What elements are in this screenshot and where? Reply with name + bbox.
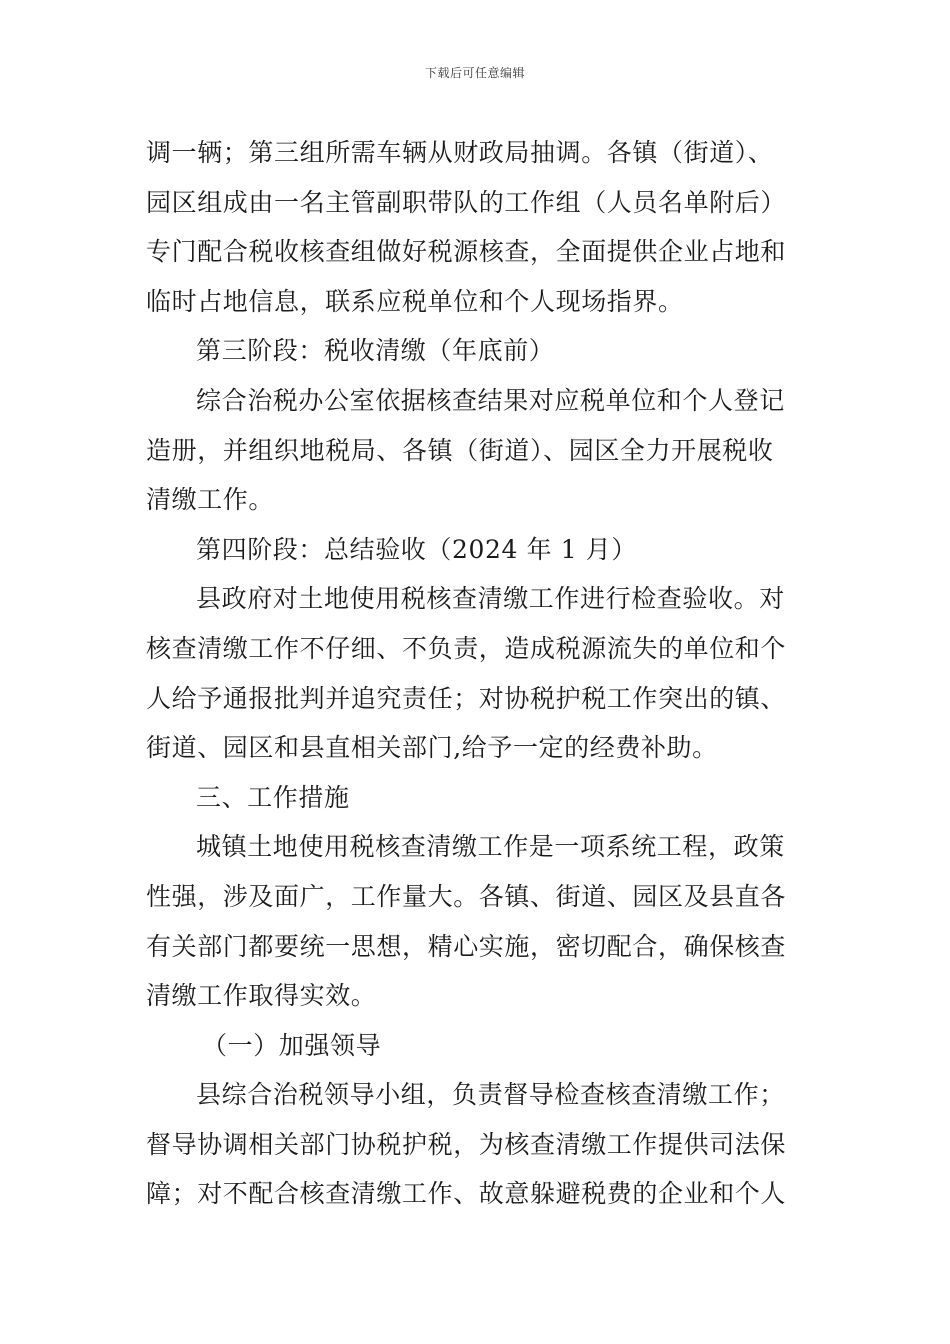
text-line: 专门配合税收核查组做好税源核查，全面提供企业占地和 xyxy=(146,237,787,267)
text-line: 督导协调相关部门协税护税，为核查清缴工作提供司法保 xyxy=(146,1129,787,1159)
text-line: 街道、园区和县直相关部门,给予一定的经费补助。 xyxy=(146,733,718,763)
text-line: 园区组成由一名主管副职带队的工作组（人员名单附后） xyxy=(146,187,787,217)
section-heading-stage-four: 第四阶段：总结验收（2024 年 1 月） xyxy=(196,534,637,564)
text-line: 核查清缴工作不仔细、不负责，造成税源流失的单位和个 xyxy=(146,633,787,663)
header-note: 下载后可任意编辑 xyxy=(424,66,525,80)
text-line: 临时占地信息，联系应税单位和个人现场指界。 xyxy=(146,286,684,316)
text-line: 城镇土地使用税核查清缴工作是一项系统工程，政策 xyxy=(196,832,785,862)
text-line: 有关部门都要统一思想，精心实施，密切配合，确保核查 xyxy=(146,931,787,961)
section-heading-stage-three: 第三阶段：税收清缴（年底前） xyxy=(196,336,555,366)
text-line: 清缴工作取得实效。 xyxy=(146,981,377,1011)
text-line: 综合治税办公室依据核查结果对应税单位和个人登记 xyxy=(196,385,785,415)
text-line: 清缴工作。 xyxy=(146,485,275,515)
text-line: 县综合治税领导小组，负责督导检查核查清缴工作； xyxy=(196,1080,785,1110)
section-heading-measures: 三、工作措施 xyxy=(196,782,350,812)
text-line: 障；对不配合核查清缴工作、故意躲避税费的企业和个人 xyxy=(146,1179,787,1209)
text-line: 县政府对土地使用税核查清缴工作进行检查验收。对 xyxy=(196,584,785,614)
subsection-heading-leadership: （一）加强领导 xyxy=(202,1030,382,1060)
text-line: 人给予通报批判并追究责任；对协税护税工作突出的镇、 xyxy=(146,683,787,713)
text-line: 调一辆；第三组所需车辆从财政局抽调。各镇（街道）、 xyxy=(146,138,774,167)
body-text xyxy=(146,128,810,1219)
text-line: 性强，涉及面广，工作量大。各镇、街道、园区及县直各 xyxy=(146,881,787,911)
text-line: 造册，并组织地税局、各镇（街道）、园区全力开展税收 xyxy=(146,435,774,465)
